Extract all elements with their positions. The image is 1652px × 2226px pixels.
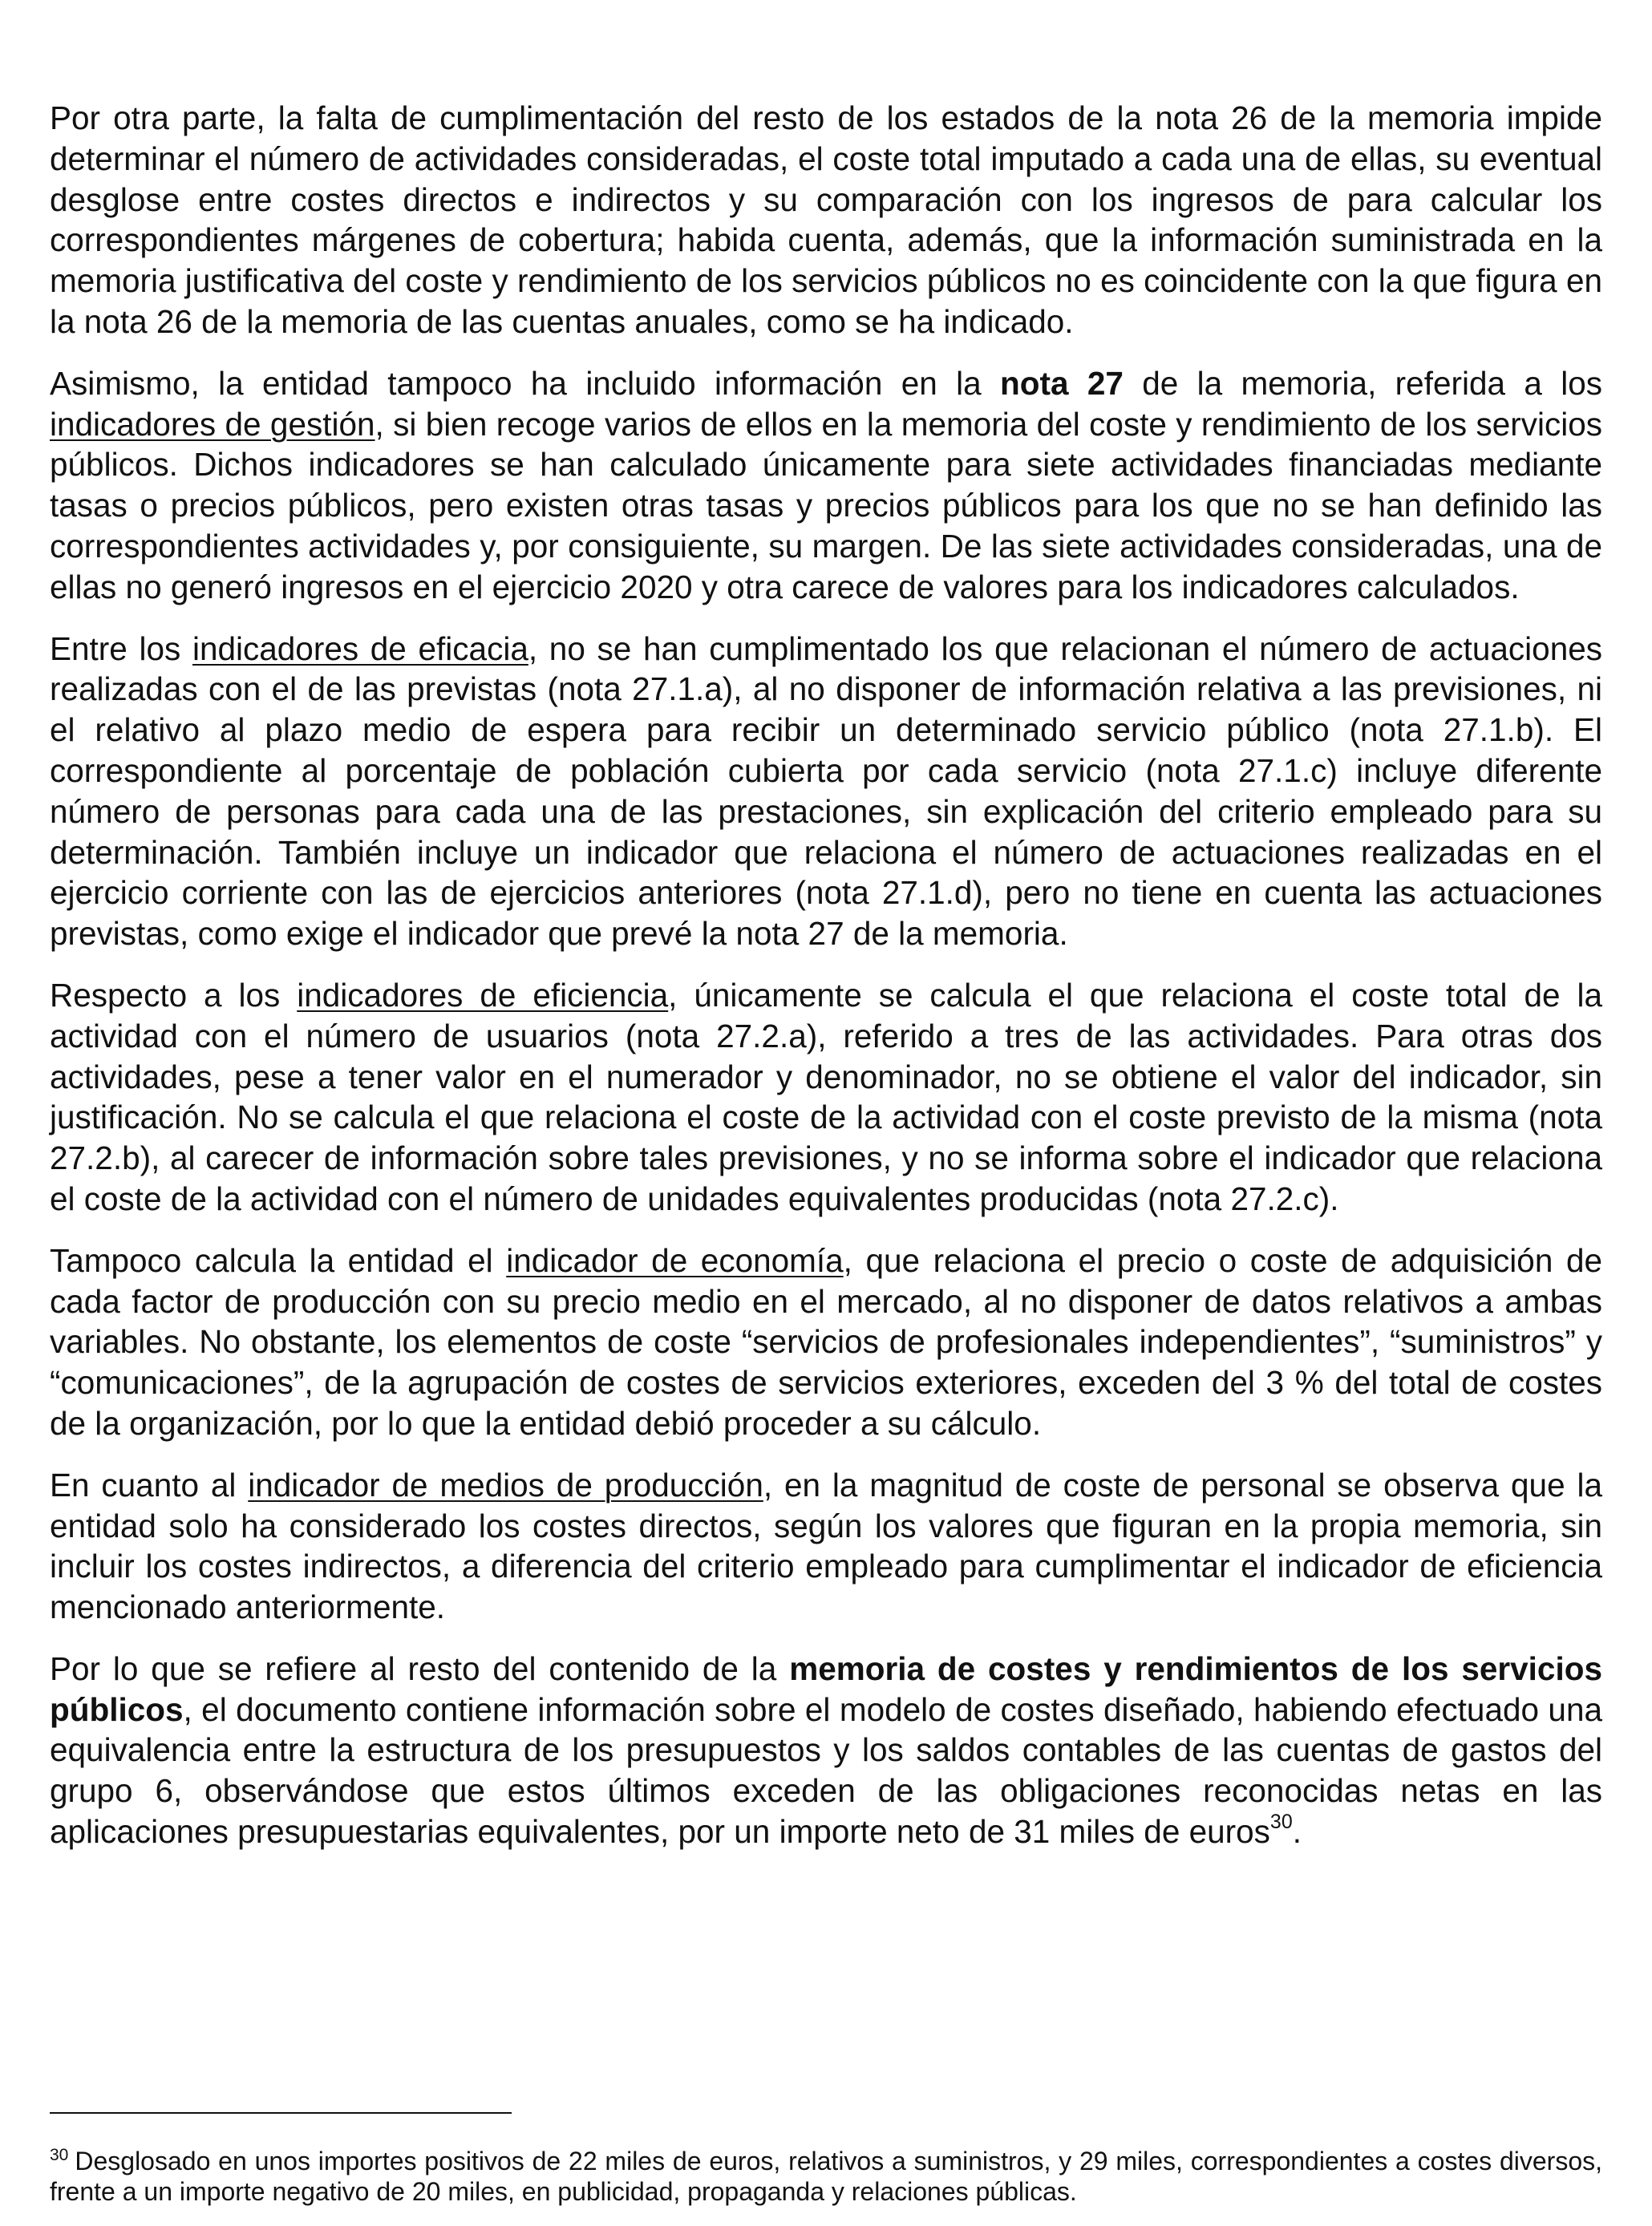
paragraph-indicadores-eficacia bbox=[50, 629, 1602, 954]
paragraph-text: Respecto a los bbox=[50, 976, 298, 1014]
paragraph-text: Entre los bbox=[50, 629, 192, 667]
paragraph-indicador-economia bbox=[50, 1240, 1602, 1444]
paragraph-indicadores-eficiencia bbox=[50, 975, 1602, 1220]
paragraph-nota-27 bbox=[50, 363, 1602, 608]
paragraph-text: , el documento contiene información sobre el modelo de costes diseñado, habiendo efectuado una equivalencia entre la estructura de los presupuestos y los saldos contables de las cuentas de gastos del grupo 6, observándose que estos últimos exceden de las obligaciones reconocidas netas en las aplicaciones presupuestarias equivalentes, por un importe neto de 31 miles de euros bbox=[50, 1690, 1602, 1851]
paragraph-text: Por lo que se refiere al resto del contenido de la bbox=[50, 1649, 790, 1687]
paragraph-text: , no se han cumplimentado los que relacionan el número de actuaciones realizadas con el de las previstas (nota 27.1.a), al no disponer de información relativa a las previsiones, ni el relativo al plazo medio de espera para recibir un determinado servicio público (nota 27.1.b). El correspondiente al porcentaje de población cubierta por cada servicio (nota 27.1.c) incluye diferente número de personas para cada una de las prestaciones, sin explicación del criterio empleado para su determinación. También incluye un indicador que relaciona el número de actuaciones realizadas en el ejercicio corriente con las de ejercicios anteriores (nota 27.1.d), pero no tiene en cuenta las actuaciones previstas, como exige el indicador que prevé la nota 27 de la memoria. bbox=[50, 629, 1603, 953]
bold-term-nota-27: nota 27 bbox=[1000, 364, 1124, 402]
paragraph-text: , únicamente se calcula el que relaciona el coste total de la actividad con el número de usuarios (nota 27.2.a), referido a tres de las actividades. Para otras dos actividades, pese a tener valor en el numerador y denominador, no se obtiene el valor del indicador, sin justificación. No se calcula el que relaciona el coste de la actividad con el coste previsto de la misma (nota 27.2.b), al carecer de información sobre tales previsiones, y no se informa sobre el indicador que relaciona el coste de la actividad con el número de unidades equivalentes producidas (nota 27.2.c). bbox=[50, 976, 1602, 1217]
paragraph-nota-26 bbox=[50, 98, 1602, 342]
paragraph-text: de la memoria, referida a los bbox=[1123, 364, 1603, 402]
underlined-term-indicadores-eficiencia: indicadores de eficiencia bbox=[297, 976, 669, 1014]
paragraph-text: , que relaciona el precio o coste de adquisición de cada factor de producción con su precio medio en el mercado, al no disponer de datos relativos a ambas variables. No obstante, los elementos de coste “servicios de profesionales independientes”, “suministros” y “comunicaciones”, de la agrupación de costes de servicios exteriores, exceden del 3 % del total de costes de la organización, por lo que la entidad debió proceder a su cálculo. bbox=[50, 1241, 1602, 1442]
footnote-number: 30 bbox=[50, 2146, 69, 2165]
footnote-reference[interactable]: 30 bbox=[1269, 1810, 1293, 1833]
underlined-term-indicadores-gestion: indicadores de gestión bbox=[50, 405, 375, 443]
bold-term-memoria-costes: memoria de costes y rendimientos de los servicios públicos bbox=[50, 1649, 1602, 1728]
paragraph-text: En cuanto al bbox=[50, 1466, 249, 1504]
paragraph-text: Tampoco calcula la entidad el bbox=[50, 1241, 507, 1279]
footnote-separator bbox=[50, 2112, 512, 2114]
underlined-term-indicadores-eficacia: indicadores de eficacia bbox=[192, 629, 528, 667]
paragraph-memoria-costes bbox=[50, 1649, 1602, 1852]
footnote bbox=[50, 2146, 1602, 2207]
paragraph-text: , en la magnitud de coste de personal se observa que la entidad solo ha considerado los costes directos, según los valores que figuran en la propia memoria, sin incluir los costes indirectos, a diferencia del criterio empleado para cumplimentar el indicador de eficiencia mencionado anteriormente. bbox=[50, 1466, 1602, 1626]
paragraph-text: Por otra parte, la falta de cumplimentación del resto de los estados de la nota 26 de la memoria impide determinar el número de actividades consideradas, el coste total imputado a cada una de ellas, su eventual desglose entre costes directos e indirectos y su comparación con los ingresos de para calcular los correspondientes márgenes de cobertura; habida cuenta, además, que la información suministrada en la memoria justificativa del coste y rendimiento de los servicios públicos no es coincidente con la que figura en la nota 26 de la memoria de las cuentas anuales, como se ha indicado. bbox=[50, 99, 1603, 340]
underlined-term-medios-produccion: indicador de medios de producción bbox=[248, 1466, 763, 1504]
paragraph-text: . bbox=[1292, 1813, 1302, 1851]
document-body bbox=[50, 98, 1602, 1873]
paragraph-medios-produccion bbox=[50, 1465, 1602, 1628]
paragraph-text: Asimismo, la entidad tampoco ha incluido información en la bbox=[50, 364, 1000, 402]
footnote-text: Desglosado en unos importes positivos de 22 miles de euros, relativos a suministros, y 29 miles, correspondientes a costes diversos, frente a un importe negativo de 20 miles, en publicidad, propaganda y relaciones públicas. bbox=[50, 2147, 1602, 2206]
underlined-term-indicador-economia: indicador de economía bbox=[506, 1241, 844, 1279]
paragraph-text: , si bien recoge varios de ellos en la memoria del coste y rendimiento de los servicios públicos. Dichos indicadores se han calculado únicamente para siete actividades financiadas mediante tasas o precios públicos, pero existen otras tasas y precios públicos para los que no se han definido las correspondientes actividades y, por consiguiente, su margen. De las siete actividades consideradas, una de ellas no generó ingresos en el ejercicio 2020 y otra carece de valores para los indicadores calculados. bbox=[50, 405, 1602, 605]
